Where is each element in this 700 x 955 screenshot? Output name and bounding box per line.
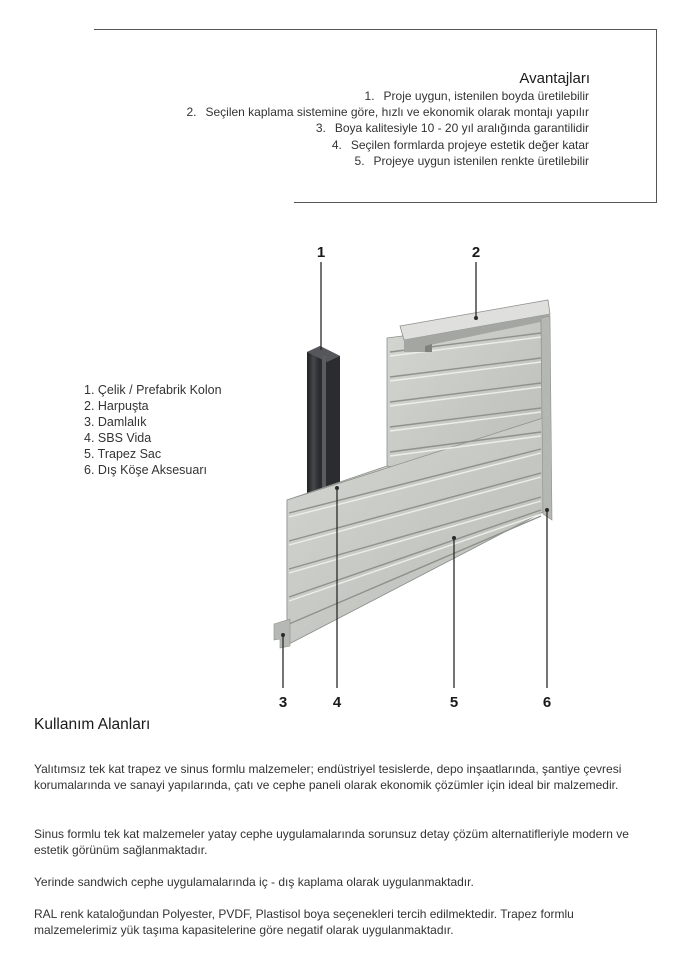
- usage-title: Kullanım Alanları: [34, 716, 151, 733]
- advantage-item: 1. Proje uygun, istenilen boyda üretilebilir: [364, 89, 589, 103]
- usage-paragraph: RAL renk kataloğundan Polyester, PVDF, Plastisol boya seçenekleri tercih edilmektedir. Trapez formlu malzemelerimiz yük taşıma kapasitelerine göre negatif olarak uygulanmaktadır.: [34, 907, 574, 938]
- callout-1: 1: [316, 244, 326, 261]
- advantage-item: 4. Seçilen formlarda projeye estetik değer katar: [331, 137, 589, 152]
- usage-paragraph: Sinus formlu tek kat malzemeler yatay cephe uygulamalarında sorunsuz detay çözüm alternatifleriyle modern ve estetik görünüm sağlanmaktadır.: [34, 827, 629, 858]
- advantage-item: 5. Projeye uygun istenilen renkte üretilebilir: [354, 153, 589, 168]
- usage-paragraph: Yerinde sandwich cephe uygulamalarında iç - dış kaplama olarak uygulanmaktadır.: [34, 875, 474, 889]
- advantage-item: 2. Seçilen kaplama sistemine göre, hızlı ve ekonomik olarak montajı yapılır: [186, 105, 589, 120]
- part-item: 4. SBS Vida: [84, 431, 152, 445]
- part-item: 2. Harpuşta: [84, 399, 149, 413]
- steel-column: [307, 346, 340, 497]
- callout-6: 6: [542, 694, 552, 711]
- usage-paragraph: Yalıtımsız tek kat trapez ve sinus formlu malzemeler; endüstriyel tesislerde, depo inşaatlarında, şantiye çevresi korumalarında ve sanayi yapılarında, çatı ve cephe paneli olarak ekonomik çözümler için ideal bir malzemedir.: [34, 762, 622, 793]
- callout-3: 3: [278, 694, 288, 711]
- callout-2: 2: [471, 244, 481, 261]
- callout-4: 4: [332, 694, 342, 711]
- advantage-item: 3. Boya kalitesiyle 10 - 20 yıl aralığında garantilidir: [315, 121, 589, 136]
- part-item: 1. Çelik / Prefabrik Kolon: [84, 383, 222, 397]
- callout-5: 5: [449, 694, 459, 711]
- part-item: 6. Dış Köşe Aksesuarı: [84, 463, 207, 477]
- outer-corner-trim: [541, 316, 552, 520]
- part-item: 5. Trapez Sac: [84, 447, 162, 461]
- advantages-title: Avantajları: [519, 70, 590, 88]
- part-item: 3. Damlalık: [84, 415, 147, 429]
